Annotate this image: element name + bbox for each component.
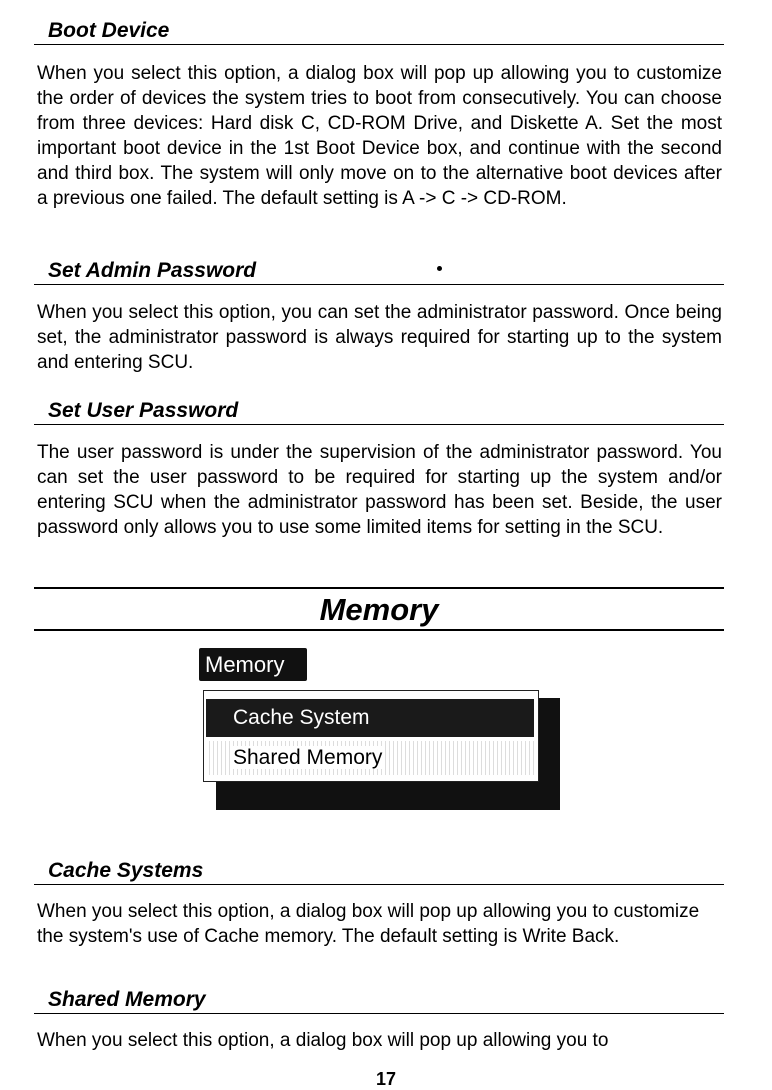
paragraph-set-user-password: The user password is under the supervision of the administrator password. You can set the user password to be required for starting up the system and/or entering SCU when the administrator password has been set. Beside, the user password only allows you to use some limited items for setting in the SCU. xyxy=(37,442,722,538)
memory-dropdown-menu xyxy=(203,690,539,782)
paragraph-shared-memory: When you select this option, a dialog box will pop up allowing you to xyxy=(37,1030,609,1051)
paragraph-set-admin-password: When you select this option, you can set the administrator password. Once being set, the administrator password is always required for starting up to the system and entering SCU. xyxy=(37,302,722,373)
menu-item-shared-memory-label: Shared Memory xyxy=(233,746,383,769)
heading-set-user-password: Set User Password xyxy=(34,398,724,425)
heading-boot-device: Boot Device xyxy=(34,18,724,45)
paragraph-boot-device: When you select this option, a dialog box will pop up allowing you to customize the order of devices the system tries to boot from consecutively. You can choose from three devices: Hard disk C, CD-ROM Drive, and Diskette A. Set the most important boot device in the 1st Boot Device box, and continue with the second and third box. The system will only move on to the alternative boot devices after a previous one failed. The default setting is A -> C -> CD-ROM. xyxy=(37,63,722,209)
menu-tab-memory[interactable]: Memory xyxy=(199,648,307,681)
section-title-memory: Memory xyxy=(319,592,439,627)
menu-item-cache-system[interactable]: Cache System xyxy=(206,699,534,737)
paragraph-cache-systems: When you select this option, a dialog box will pop up allowing you to customize the system's use of Cache memory. The default setting is Write Back. xyxy=(37,901,700,947)
heading-cache-systems: Cache Systems xyxy=(34,858,724,885)
section-rule-top xyxy=(34,587,724,589)
menu-item-shared-memory[interactable] xyxy=(206,741,534,775)
heading-shared-memory: Shared Memory xyxy=(34,987,724,1014)
heading-set-admin-password: Set Admin Password xyxy=(34,258,724,285)
stray-dot xyxy=(437,266,442,271)
section-rule-bottom xyxy=(34,629,724,631)
page-number: 17 xyxy=(375,1069,397,1089)
